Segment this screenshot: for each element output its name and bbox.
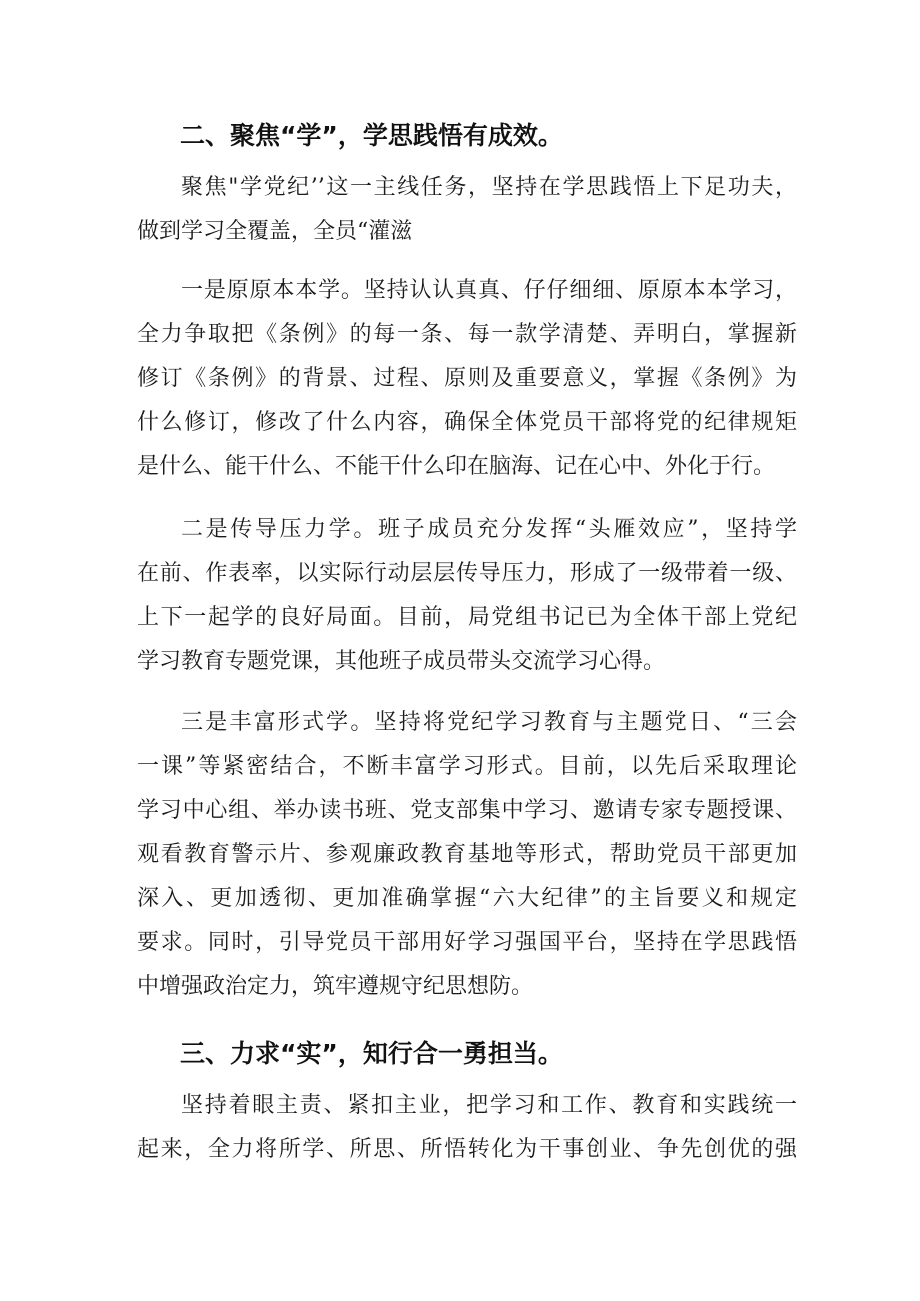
paragraph-line: 二是传导压力学。班子成员充分发挥“头雁效应”，坚持学 bbox=[181, 517, 797, 542]
section-2-intro bbox=[137, 166, 797, 254]
paragraph-line: 一课”等紧密结合，不断丰富学习形式。目前，以先后采取理论 bbox=[137, 754, 797, 779]
paragraph-line: 上下一起学的良好局面。目前，局党组书记已为全体干部上党纪 bbox=[137, 605, 797, 630]
item-3-paragraph bbox=[137, 701, 797, 1009]
section-3-intro bbox=[137, 1084, 797, 1172]
paragraph-line: 做到学习全覆盖，全员“灌滋 bbox=[137, 219, 413, 244]
paragraph-line: 中增强政治定力，筑牢遵规守纪思想防。 bbox=[137, 974, 534, 999]
paragraph-line: 学习教育专题党课，其他班子成员带头交流学习心得。 bbox=[137, 649, 666, 674]
paragraph-line: 坚持着眼主责、紧扣主业，把学习和工作、教育和实践统一 bbox=[181, 1093, 797, 1118]
paragraph-line: 学习中心组、举办读书班、党支部集中学习、邀请专家专题授课、 bbox=[137, 798, 797, 823]
paragraph-line: 修订《条例》的背景、过程、原则及重要意义，掌握《条例》为 bbox=[137, 366, 797, 391]
paragraph-line: 在前、作表率，以实际行动层层传导压力，形成了一级带着一级、 bbox=[137, 561, 797, 586]
paragraph-line: 全力争取把《条例》的每一条、每一款学清楚、弄明白，掌握新 bbox=[137, 322, 797, 347]
paragraph-line: 是什么、能干什么、不能干什么印在脑海、记在心中、外化于行。 bbox=[137, 454, 776, 479]
paragraph-line: 深入、更加透彻、更加准确掌握“六大纪律”的主旨要义和规定 bbox=[137, 886, 797, 911]
paragraph-line: 一是原原本本学。坚持认认真真、仔仔细细、原原本本学习， bbox=[181, 278, 797, 303]
paragraph-line: 聚焦"学党纪’’这一主线任务，坚持在学思践悟上下足功夫， bbox=[181, 175, 797, 200]
paragraph-line: 三是丰富形式学。坚持将党纪学习教育与主题党日、“三会 bbox=[181, 710, 797, 735]
paragraph-line: 什么修订，修改了什么内容，确保全体党员干部将党的纪律规矩 bbox=[137, 410, 797, 435]
section-heading-2: 二、聚焦“学”，学思践悟有成效。 bbox=[180, 121, 563, 150]
item-2-paragraph bbox=[137, 508, 797, 684]
paragraph-line: 要求。同时，引导党员干部用好学习强国平台，坚持在学思践悟 bbox=[137, 930, 797, 955]
paragraph-line: 观看教育警示片、参观廉政教育基地等形式，帮助党员干部更加 bbox=[137, 842, 797, 867]
paragraph-line: 起来，全力将所学、所思、所悟转化为干事创业、争先创优的强 bbox=[137, 1137, 797, 1162]
section-heading-3: 三、力求“实”，知行合一勇担当。 bbox=[180, 1039, 563, 1068]
item-1-paragraph bbox=[137, 269, 797, 489]
